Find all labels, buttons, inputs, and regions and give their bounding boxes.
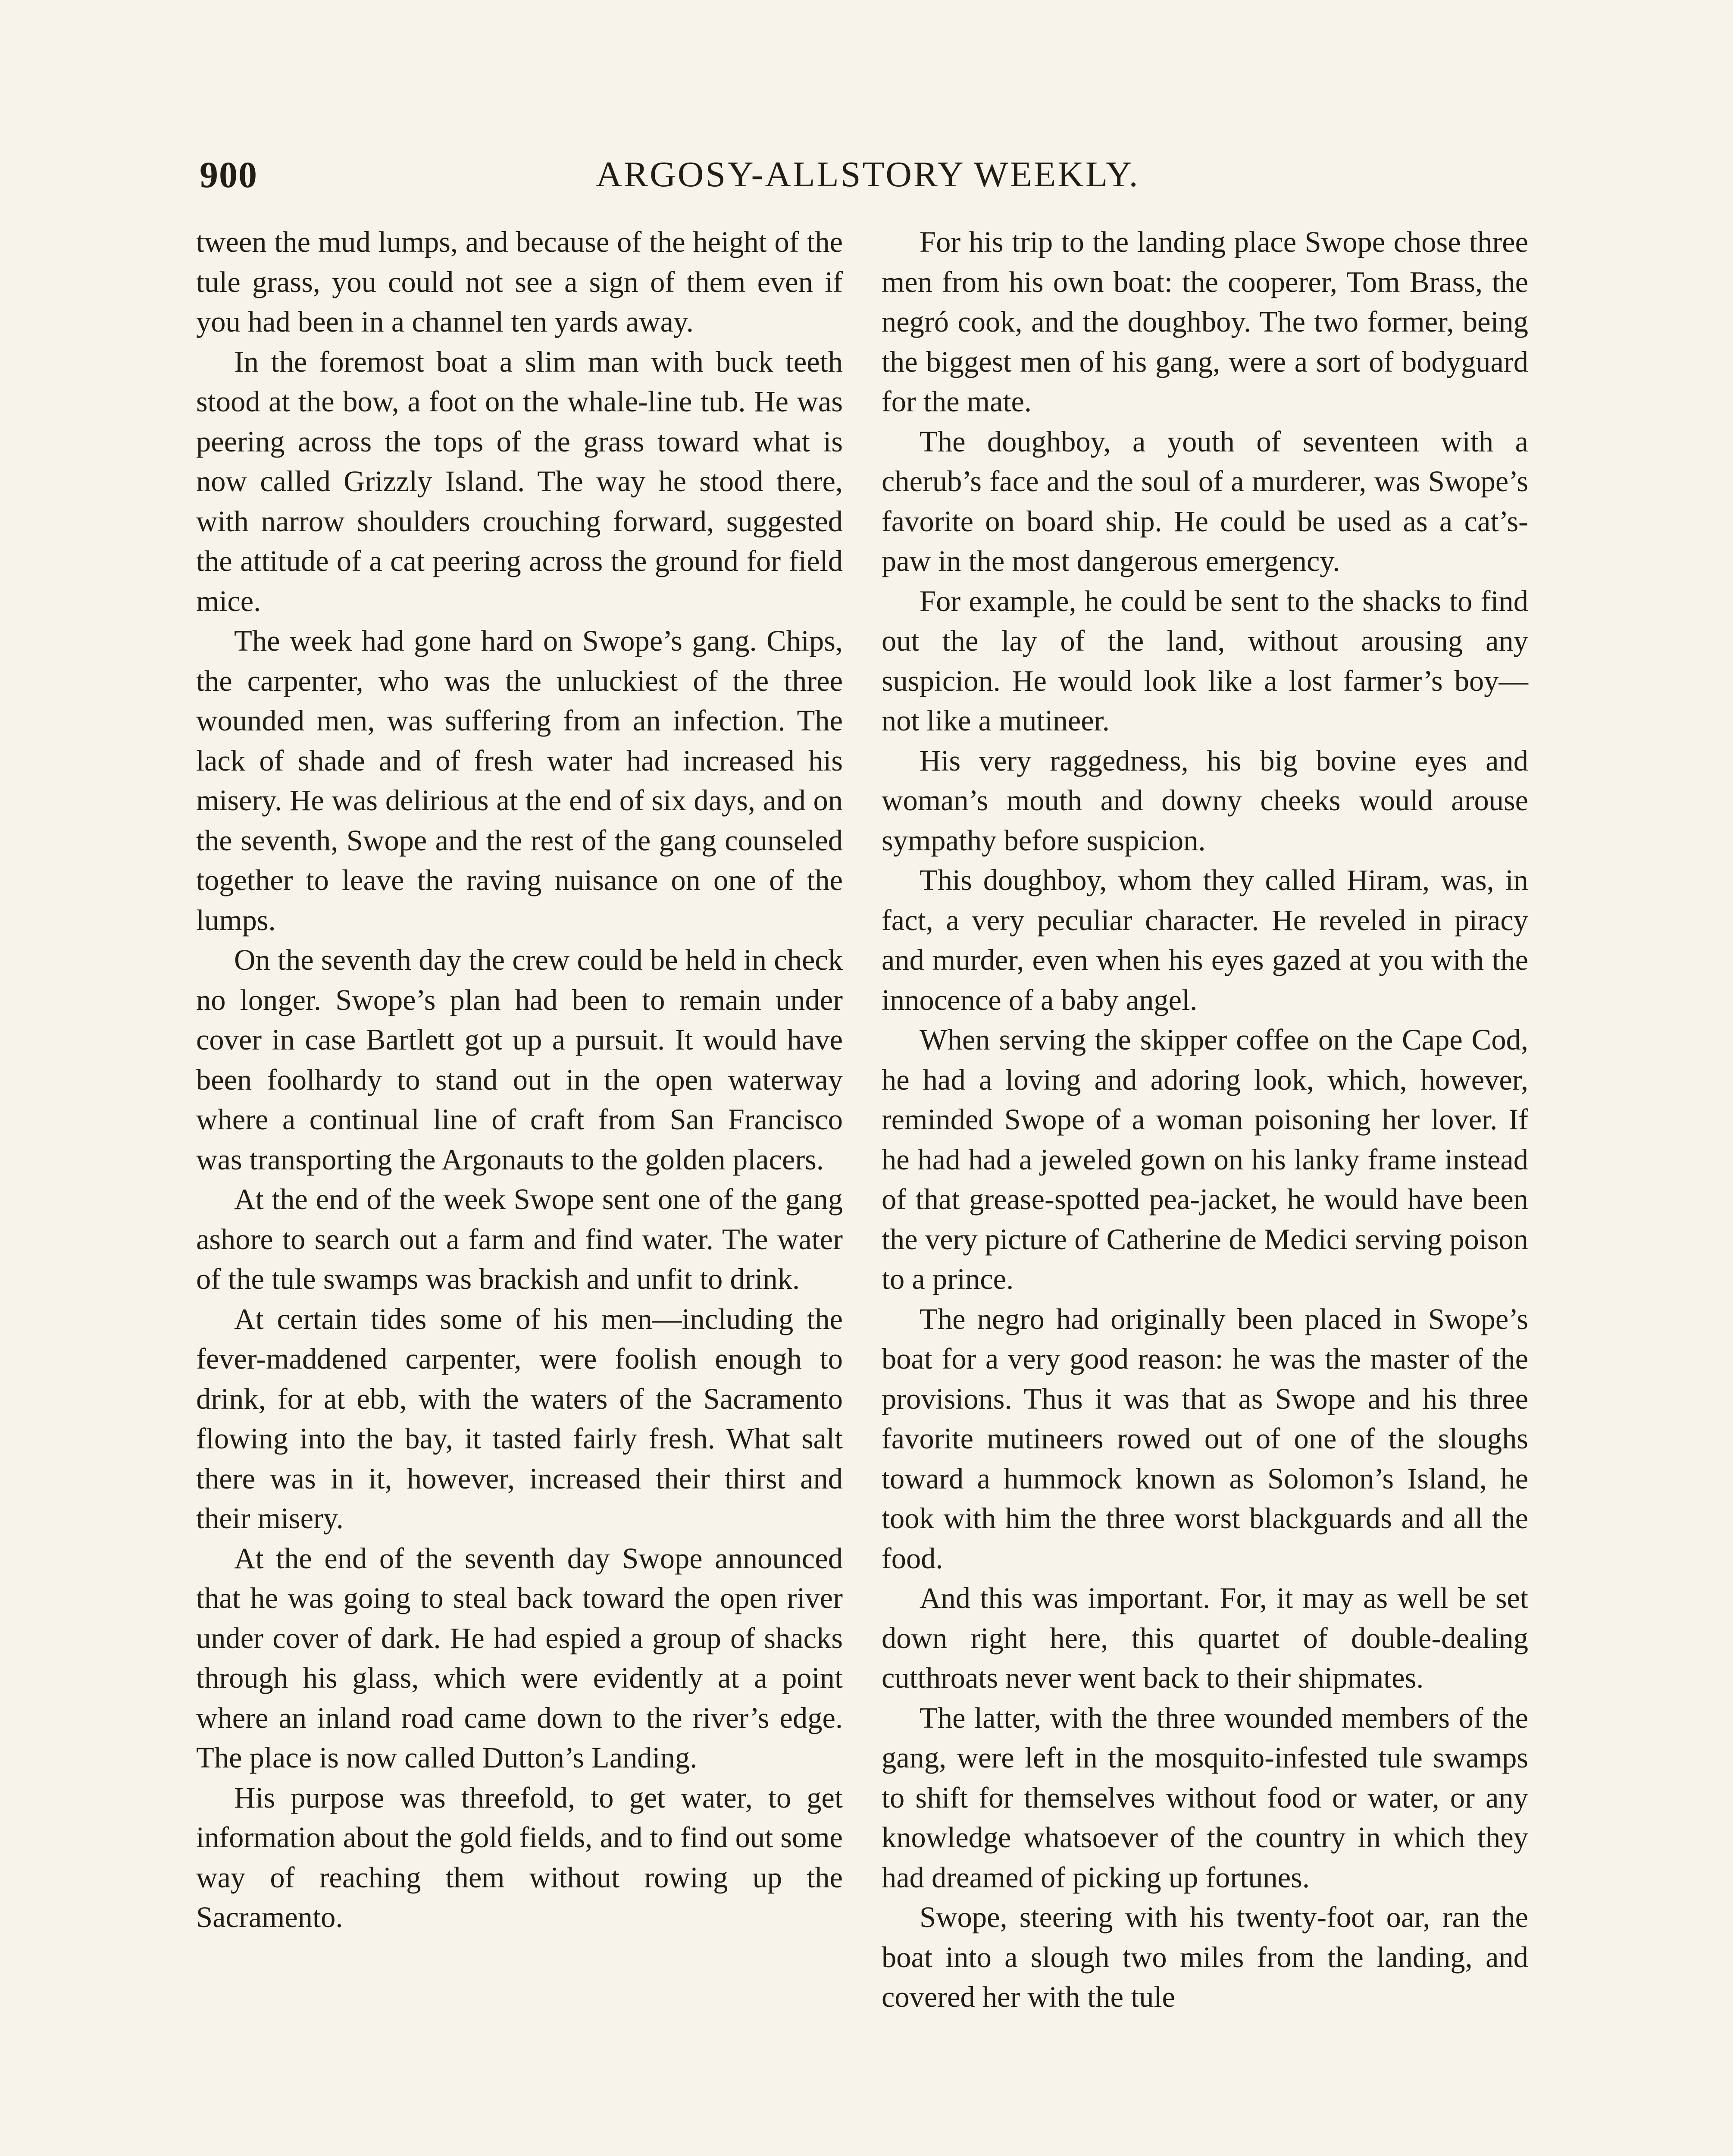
paragraph: At certain tides some of his men—including the fever-maddened carpenter, were foolish enough to drink, for at ebb, with the waters of the Sacramento flowing into the bay, it tasted fairly fresh. What salt there was in it, however, increased their thirst and their misery. [196, 1302, 843, 1535]
paragraph: Swope, steering with his twenty-foot oar, ran the boat into a slough two miles from the landing, and covered her with the tule [882, 1901, 1528, 2013]
paragraph: When serving the skipper coffee on the Cape Cod, he had a loving and adoring look, which, however, reminded Swope of a woman poisoning her lover. If he had had a jeweled gown on his lanky frame instead of that grease-spotted pea-jacket, he would have been the very picture of Catherine de Medici serving poison to a prince. [882, 1023, 1528, 1295]
paragraph: And this was important. For, it may as well be set down right here, this quartet of double-dealing cutthroats never went back to their shipmates. [882, 1582, 1528, 1694]
paragraph: For example, he could be sent to the shacks to find out the lay of the land, without arousing any suspicion. He would look like a lost farmer’s boy—not like a mutineer. [882, 584, 1528, 737]
paragraph: His very raggedness, his big bovine eyes and woman’s mouth and downy cheeks would arouse sympathy before suspicion. [882, 744, 1528, 857]
paragraph: His purpose was threefold, to get water, to get information about the gold fields, and to find out some way of reaching them without rowing up the Sacramento. [196, 1781, 843, 1934]
paragraph: The latter, with the three wounded members of the gang, were left in the mosquito-infested tule swamps to shift for themselves without food or water, or any knowledge whatsoever of the country in which they had dreamed of picking up fortunes. [882, 1701, 1528, 1894]
paragraph: The week had gone hard on Swope’s gang. Chips, the carpenter, who was the unluckiest of the three wounded men, was suffering from an infection. The lack of shade and of fresh water had increased his misery. He was delirious at the end of six days, and on the seventh, Swope and the rest of the gang counseled together to leave the raving nuisance on one of the lumps. [196, 624, 843, 937]
paragraph: At the end of the week Swope sent one of the gang ashore to search out a farm and find water. The water of the tule swamps was brackish and unfit to drink. [196, 1183, 843, 1295]
page-header [200, 142, 1536, 207]
paragraph: The doughboy, a youth of seventeen with a cherub’s face and the soul of a murderer, was Swope’s favorite on board ship. He could be used as a cat’s-paw in the most dangerous emergency. [882, 425, 1528, 577]
page-number: 900 [200, 154, 258, 195]
right-column [882, 222, 1528, 2017]
paragraph: For his trip to the landing place Swope chose three men from his own boat: the cooperer, Tom Brass, the negró cook, and the doughboy. The two former, being the biggest men of his gang, were a sort of bodyguard for the mate. [882, 226, 1528, 418]
paragraph: On the seventh day the crew could be held in check no longer. Swope’s plan had been to remain under cover in case Bartlett got up a pursuit. It would have been foolhardy to stand out in the open waterway where a continual line of craft from San Francisco was transporting the Argonauts to the golden placers. [196, 943, 843, 1176]
paragraph: In the foremost boat a slim man with buck teeth stood at the bow, a foot on the whale-line tub. He was peering across the tops of the grass toward what is now called Grizzly Island. The way he stood there, with narrow shoulders crouching forward, suggested the attitude of a cat peering across the ground for field mice. [196, 345, 843, 617]
left-column [196, 222, 843, 1937]
paragraph: This doughboy, whom they called Hiram, was, in fact, a very peculiar character. He reveled in piracy and murder, even when his eyes gazed at you with the innocence of a baby angel. [882, 864, 1528, 1016]
paragraph: The negro had originally been placed in Swope’s boat for a very good reason: he was the master of the provisions. Thus it was that as Swope and his three favorite mutineers rowed out of one of the sloughs toward a hummock known as Solomon’s Island, he took with him the three worst blackguards and all the food. [882, 1302, 1528, 1575]
paragraph: At the end of the seventh day Swope announced that he was going to steal back toward the open river under cover of dark. He had espied a group of shacks through his glass, which were evidently at a point where an inland road came down to the river’s edge. The place is now called Dutton’s Landing. [196, 1542, 843, 1774]
running-title: ARGOSY-ALLSTORY WEEKLY. [596, 154, 1140, 194]
paragraph: tween the mud lumps, and because of the height of the tule grass, you could not see a sign of them even if you had been in a channel ten yards away. [196, 226, 843, 338]
